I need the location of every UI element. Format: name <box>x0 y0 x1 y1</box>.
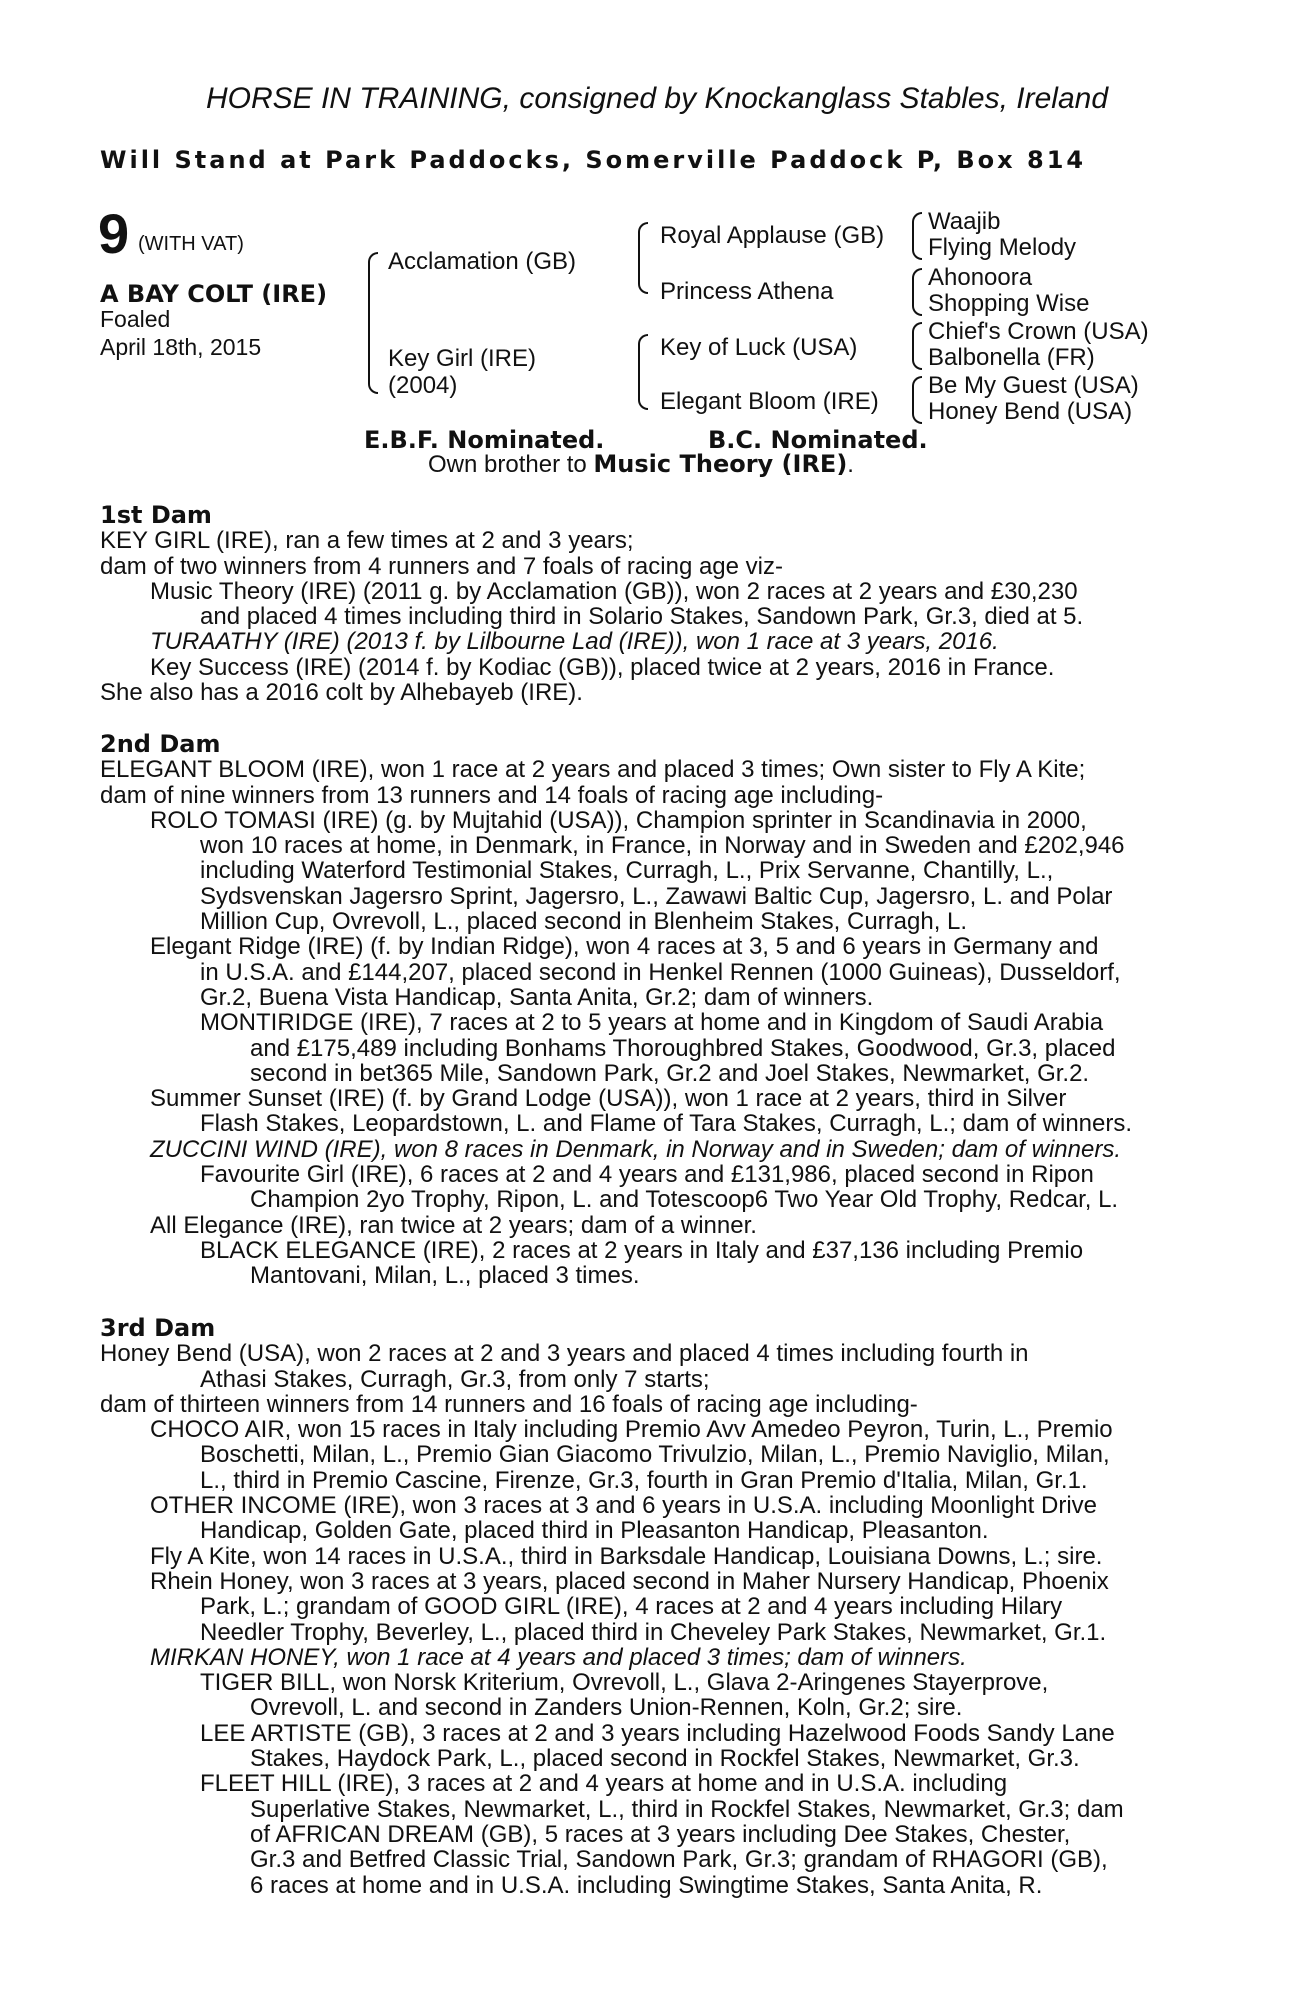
second-dam-line: and £175,489 including Bonhams Thoroughbred Stakes, Goodwood, Gr.3, placed <box>250 1034 1116 1062</box>
third-dam-line: OTHER INCOME (IRE), won 3 races at 3 and 6 years in U.S.A. including Moonlight Drive <box>150 1492 1098 1520</box>
pedigree-brace-ss <box>912 212 922 260</box>
lot-description: A BAY COLT (IRE) <box>100 280 328 308</box>
second-dam-line: Mantovani, Milan, L., placed 3 times. <box>250 1262 640 1290</box>
pedigree-brace-main <box>368 252 378 394</box>
second-dam-line: ROLO TOMASI (IRE) (g. by Mujtahid (USA)), Champion sprinter in Scandinavia in 2000, <box>150 806 1087 834</box>
vat-note: (WITH VAT) <box>138 233 244 255</box>
own-brother-horse: Music Theory (IRE) <box>593 450 848 478</box>
pedigree-dam-dam: Elegant Bloom (IRE) <box>660 388 879 415</box>
second-dam-line: in U.S.A. and £144,207, placed second in Henkel Rennen (1000 Guineas), Dusseldorf, <box>200 958 1121 986</box>
ebf-nomination: E.B.F. Nominated. <box>364 426 605 454</box>
third-dam-line: Honey Bend (USA), won 2 races at 2 and 3 years and placed 4 times including fourth in <box>100 1340 1029 1368</box>
pedigree-sdd: Shopping Wise <box>928 290 1090 317</box>
third-dam-line: dam of thirteen winners from 14 runners and 16 foals of racing age including- <box>100 1390 918 1418</box>
pedigree-dss: Chief's Crown (USA) <box>928 318 1149 345</box>
first-dam-line: and placed 4 times including third in Solario Stakes, Sandown Park, Gr.3, died at 5. <box>200 603 1084 631</box>
third-dam-line: FLEET HILL (IRE), 3 races at 2 and 4 years at home and in U.S.A. including <box>200 1770 1008 1798</box>
third-dam-line: TIGER BILL, won Norsk Kriterium, Ovrevoll, L., Glava 2-Aringenes Stayerprove, <box>200 1669 1049 1697</box>
second-dam-line: Gr.2, Buena Vista Handicap, Santa Anita, Gr.2; dam of winners. <box>200 983 874 1011</box>
second-dam-line: Elegant Ridge (IRE) (f. by Indian Ridge), won 4 races at 3, 5 and 6 years in Germany and <box>150 933 1099 961</box>
first-dam-line: KEY GIRL (IRE), ran a few times at 2 and 3 years; <box>100 527 634 555</box>
third-dam-line: L., third in Premio Cascine, Firenze, Gr.3, fourth in Gran Premio d'Italia, Milan, Gr.1. <box>200 1466 1088 1494</box>
second-dam-line: second in bet365 Mile, Sandown Park, Gr.2 and Joel Stakes, Newmarket, Gr.2. <box>250 1059 1090 1087</box>
bc-nomination: B.C. Nominated. <box>708 426 928 454</box>
pedigree-dam-year: (2004) <box>388 372 458 399</box>
third-dam-line: MIRKAN HONEY, won 1 race at 4 years and placed 3 times; dam of winners. <box>150 1643 967 1671</box>
second-dam-line: dam of nine winners from 13 runners and 14 foals of racing age including- <box>100 781 884 809</box>
first-dam-line: Key Success (IRE) (2014 f. by Kodiac (GB)), placed twice at 2 years, 2016 in France. <box>150 653 1055 681</box>
own-brother-line <box>428 450 854 479</box>
third-dam-line: Handicap, Golden Gate, placed third in Pleasanton Handicap, Pleasanton. <box>200 1517 989 1545</box>
page-title: HORSE IN TRAINING, consigned by Knockanglass Stables, Ireland <box>205 82 1109 115</box>
third-dam-line: CHOCO AIR, won 15 races in Italy including Premio Avv Amedeo Peyron, Turin, L., Premio <box>150 1416 1113 1444</box>
foaled-info <box>100 305 261 361</box>
third-dam-section <box>100 1316 1212 1898</box>
first-dam-section <box>100 503 1212 705</box>
pedigree-dds: Be My Guest (USA) <box>928 372 1139 399</box>
pedigree-dam: Key Girl (IRE) <box>388 345 537 372</box>
stand-location: Will Stand at Park Paddocks, Somerville Paddock P, Box 814 <box>100 146 1087 174</box>
second-dam-line: Favourite Girl (IRE), 6 races at 2 and 4 years and £131,986, placed second in Ripon <box>200 1161 1094 1189</box>
third-dam-heading: 3rd Dam <box>100 1314 216 1342</box>
third-dam-line: Park, L.; grandam of GOOD GIRL (IRE), 4 races at 2 and 4 years including Hilary <box>200 1593 1063 1621</box>
third-dam-line: Ovrevoll, L. and second in Zanders Union-Rennen, Koln, Gr.2; sire. <box>250 1694 963 1722</box>
third-dam-line: Rhein Honey, won 3 races at 3 years, placed second in Maher Nursery Handicap, Phoenix <box>150 1567 1109 1595</box>
third-dam-line: of AFRICAN DREAM (GB), 5 races at 3 years including Dee Stakes, Chester, <box>250 1820 1071 1848</box>
pedigree-sire: Acclamation (GB) <box>388 248 577 275</box>
pedigree-dsd: Balbonella (FR) <box>928 344 1095 371</box>
pedigree-ssd: Flying Melody <box>928 234 1077 261</box>
second-dam-heading: 2nd Dam <box>100 730 221 758</box>
second-dam-line: Million Cup, Ovrevoll, L., placed second in Blenheim Stakes, Curragh, L. <box>200 908 968 936</box>
third-dam-line: LEE ARTISTE (GB), 3 races at 2 and 3 years including Hazelwood Foods Sandy Lane <box>200 1719 1115 1747</box>
second-dam-line: Sydsvenskan Jagersro Sprint, Jagersro, L., Zawawi Baltic Cup, Jagersro, L. and Polar <box>200 882 1113 910</box>
first-dam-heading: 1st Dam <box>100 501 212 529</box>
pedigree-brace-dam <box>638 334 648 410</box>
third-dam-line: Needler Trophy, Beverley, L., placed third in Cheveley Park Stakes, Newmarket, Gr.1. <box>200 1618 1107 1646</box>
second-dam-line: Champion 2yo Trophy, Ripon, L. and Totescoop6 Two Year Old Trophy, Redcar, L. <box>250 1186 1119 1214</box>
third-dam-line: Athasi Stakes, Curragh, Gr.3, from only 7 starts; <box>200 1365 710 1393</box>
pedigree-sss: Waajib <box>928 208 1001 235</box>
first-dam-line: She also has a 2016 colt by Alhebayeb (IRE). <box>100 679 583 707</box>
pedigree-brace-sire <box>638 222 648 294</box>
first-dam-line: dam of two winners from 4 runners and 7 foals of racing age viz- <box>100 552 783 580</box>
second-dam-line: BLACK ELEGANCE (IRE), 2 races at 2 years in Italy and £37,136 including Premio <box>200 1236 1084 1264</box>
second-dam-line: MONTIRIDGE (IRE), 7 races at 2 to 5 years at home and in Kingdom of Saudi Arabia <box>200 1009 1104 1037</box>
third-dam-line: Gr.3 and Betfred Classic Trial, Sandown Park, Gr.3; grandam of RHAGORI (GB), <box>250 1846 1108 1874</box>
pedigree-ddd: Honey Bend (USA) <box>928 398 1133 425</box>
third-dam-line: Superlative Stakes, Newmarket, L., third in Rockfel Stakes, Newmarket, Gr.3; dam <box>250 1795 1124 1823</box>
pedigree-brace-sd <box>912 268 922 316</box>
own-brother-prefix: Own brother to <box>428 451 594 478</box>
pedigree-brace-dd <box>912 376 922 424</box>
second-dam-line: including Waterford Testimonial Stakes, Curragh, L., Prix Servanne, Chantilly, L., <box>200 857 1054 885</box>
second-dam-line: ELEGANT BLOOM (IRE), won 1 race at 2 years and placed 3 times; Own sister to Fly A Kite; <box>100 756 1086 784</box>
second-dam-section <box>100 732 1212 1289</box>
first-dam-line: TURAATHY (IRE) (2013 f. by Lilbourne Lad (IRE)), won 1 race at 3 years, 2016. <box>150 628 999 656</box>
lot-number: 9 <box>98 202 130 265</box>
pedigree-sire-sire: Royal Applause (GB) <box>660 222 885 249</box>
third-dam-line: Stakes, Haydock Park, L., placed second in Rockfel Stakes, Newmarket, Gr.3. <box>250 1745 1080 1773</box>
second-dam-line: won 10 races at home, in Denmark, in France, in Norway and in Sweden and £202,946 <box>200 832 1125 860</box>
pedigree-brace-ds <box>912 322 922 370</box>
pedigree-sire-dam: Princess Athena <box>660 278 834 305</box>
foaled-date: April 18th, 2015 <box>100 334 262 360</box>
pedigree-sds: Ahonoora <box>928 264 1033 291</box>
third-dam-line: Boschetti, Milan, L., Premio Gian Giacomo Trivulzio, Milan, L., Premio Naviglio, Milan, <box>200 1441 1110 1469</box>
third-dam-line: 6 races at home and in U.S.A. including Swingtime Stakes, Santa Anita, R. <box>250 1871 1043 1899</box>
second-dam-line: Summer Sunset (IRE) (f. by Grand Lodge (USA)), won 1 race at 2 years, third in Silver <box>150 1085 1067 1113</box>
foaled-label: Foaled <box>100 306 171 332</box>
first-dam-line: Music Theory (IRE) (2011 g. by Acclamation (GB)), won 2 races at 2 years and £30,230 <box>150 577 1078 605</box>
second-dam-line: All Elegance (IRE), ran twice at 2 years; dam of a winner. <box>150 1211 757 1239</box>
pedigree-dam-sire: Key of Luck (USA) <box>660 334 858 361</box>
second-dam-line: Flash Stakes, Leopardstown, L. and Flame of Tara Stakes, Curragh, L.; dam of winners. <box>200 1110 1133 1138</box>
third-dam-line: Fly A Kite, won 14 races in U.S.A., third in Barksdale Handicap, Louisiana Downs, L.; sire. <box>150 1542 1103 1570</box>
own-brother-suffix: . <box>847 451 854 478</box>
second-dam-line: ZUCCINI WIND (IRE), won 8 races in Denmark, in Norway and in Sweden; dam of winners. <box>150 1135 1121 1163</box>
